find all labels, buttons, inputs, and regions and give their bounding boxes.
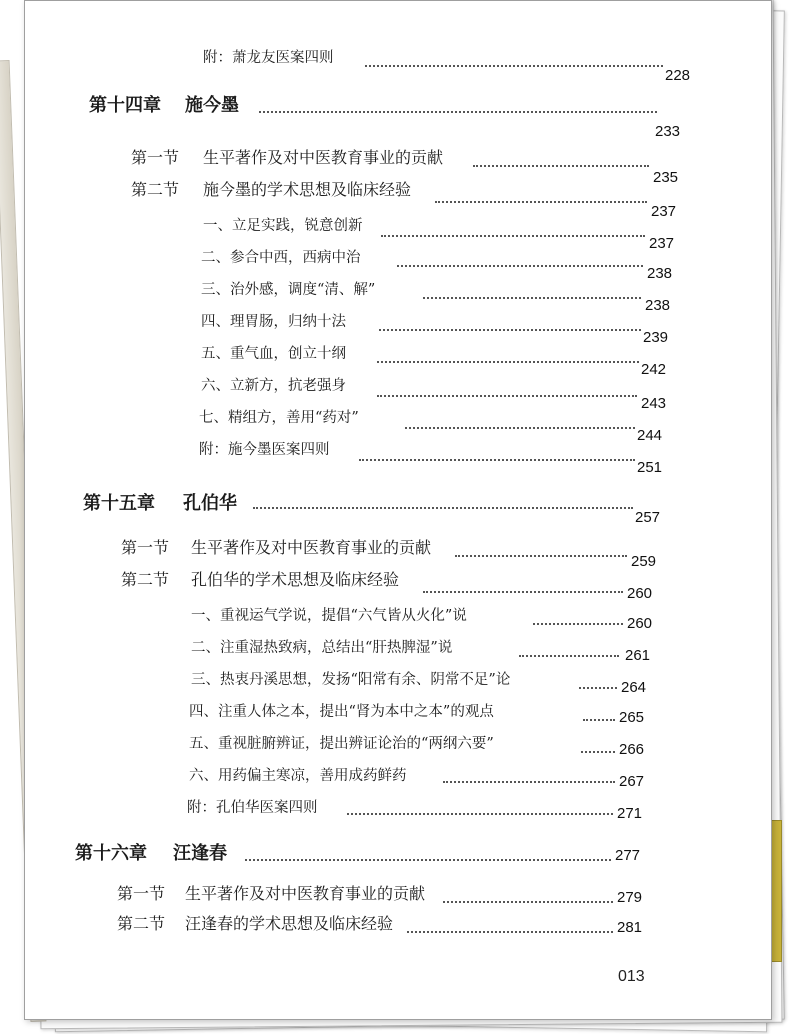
leader-dots bbox=[423, 297, 641, 299]
leader-dots bbox=[381, 235, 645, 237]
entry-page: 261 bbox=[625, 647, 651, 664]
toc-subsection bbox=[25, 213, 771, 252]
subsection-title: 一、立足实践，锐意创新 bbox=[203, 218, 363, 234]
subsection-title: 三、热衷丹溪思想，发扬“阳常有余、阴常不足”论 bbox=[191, 672, 511, 688]
entry-page: 260 bbox=[627, 615, 653, 632]
entry-title: 附：萧龙友医案四则 bbox=[203, 50, 334, 66]
toc-subsection bbox=[25, 277, 771, 314]
entry-page: 242 bbox=[641, 361, 667, 378]
leader-dots bbox=[579, 687, 617, 689]
toc-page bbox=[24, 0, 772, 1020]
entry-page: 238 bbox=[647, 265, 673, 282]
toc-section bbox=[25, 911, 771, 943]
section-label: 第二节 bbox=[131, 180, 180, 199]
section-label: 第二节 bbox=[117, 914, 166, 933]
toc-section bbox=[25, 567, 771, 602]
subsection-title: 六、立新方，抗老强身 bbox=[201, 378, 346, 394]
leader-dots bbox=[581, 751, 615, 753]
toc-subsection bbox=[25, 341, 771, 378]
leader-dots bbox=[519, 655, 619, 657]
entry-page: 259 bbox=[631, 553, 657, 570]
entry-page: 257 bbox=[635, 509, 661, 526]
subsection-title: 二、注重湿热致病，总结出“肝热脾湿”说 bbox=[191, 640, 453, 656]
section-title: 生平著作及对中医教育事业的贡献 bbox=[185, 884, 426, 903]
toc-section bbox=[25, 145, 771, 186]
entry-page: 244 bbox=[637, 427, 663, 444]
chapter-title: 施今墨 bbox=[185, 95, 239, 116]
leader-dots bbox=[407, 931, 613, 933]
leader-dots bbox=[455, 555, 627, 557]
toc-section bbox=[25, 881, 771, 913]
chapter-label: 第十四章 bbox=[89, 95, 161, 116]
toc-subsection bbox=[25, 635, 771, 667]
toc-subsection bbox=[25, 405, 771, 444]
toc-subsection bbox=[25, 603, 771, 635]
section-label: 第一节 bbox=[117, 884, 166, 903]
toc-chapter bbox=[25, 487, 771, 526]
section-title: 汪逢春的学术思想及临床经验 bbox=[185, 914, 394, 933]
toc-entry bbox=[25, 45, 771, 84]
chapter-title: 汪逢春 bbox=[173, 843, 227, 864]
section-title: 生平著作及对中医教育事业的贡献 bbox=[191, 538, 432, 557]
subsection-title: 二、参合中西，西病中治 bbox=[201, 250, 361, 266]
leader-dots bbox=[435, 201, 647, 203]
entry-page: 266 bbox=[619, 741, 645, 758]
subsection-title: 六、用药偏主寒凉，善用成药鲜药 bbox=[189, 768, 407, 784]
subsection-title: 五、重气血，创立十纲 bbox=[201, 346, 346, 362]
leader-dots bbox=[347, 813, 613, 815]
toc-subsection bbox=[25, 667, 771, 699]
toc-entry bbox=[25, 795, 771, 827]
toc-entry bbox=[25, 437, 771, 476]
entry-title: 附：孔伯华医案四则 bbox=[187, 800, 318, 816]
leader-dots bbox=[473, 165, 649, 167]
toc-subsection bbox=[25, 763, 771, 795]
entry-page: 237 bbox=[651, 203, 677, 220]
leader-dots bbox=[533, 623, 623, 625]
entry-page: 264 bbox=[621, 679, 647, 696]
entry-page: 267 bbox=[619, 773, 645, 790]
subsection-title: 一、重视运气学说，提倡“六气皆从火化”说 bbox=[191, 608, 467, 624]
section-title: 孔伯华的学术思想及临床经验 bbox=[191, 570, 400, 589]
leader-dots bbox=[377, 361, 639, 363]
leader-dots bbox=[259, 111, 657, 113]
leader-dots bbox=[443, 901, 613, 903]
toc-subsection bbox=[25, 373, 771, 412]
leader-dots bbox=[405, 427, 635, 429]
entry-page: 235 bbox=[653, 169, 679, 186]
leader-dots bbox=[397, 265, 643, 267]
toc-subsection bbox=[25, 245, 771, 282]
entry-page: 238 bbox=[645, 297, 671, 314]
toc-section bbox=[25, 177, 771, 220]
subsection-title: 四、注重人体之本，提出“肾为本中之本”的观点 bbox=[189, 704, 494, 720]
entry-page: 281 bbox=[617, 919, 643, 936]
entry-page: 243 bbox=[641, 395, 667, 412]
toc-chapter bbox=[25, 89, 771, 140]
toc-subsection bbox=[25, 731, 771, 763]
entry-title: 附：施今墨医案四则 bbox=[199, 442, 330, 458]
leader-dots bbox=[377, 395, 637, 397]
entry-page: 233 bbox=[655, 123, 681, 140]
entry-page: 251 bbox=[637, 459, 663, 476]
leader-dots bbox=[245, 859, 611, 861]
leader-dots bbox=[379, 329, 641, 331]
section-label: 第一节 bbox=[121, 538, 170, 557]
subsection-title: 三、治外感，调度“清、解” bbox=[201, 282, 376, 298]
subsection-title: 四、理胃肠，归纳十法 bbox=[201, 314, 346, 330]
chapter-label: 第十五章 bbox=[83, 493, 155, 514]
section-title: 施今墨的学术思想及临床经验 bbox=[203, 180, 412, 199]
subsection-title: 七、精组方，善用“药对” bbox=[199, 410, 359, 426]
leader-dots bbox=[423, 591, 623, 593]
entry-page: 228 bbox=[665, 67, 691, 84]
section-label: 第二节 bbox=[121, 570, 170, 589]
toc-subsection bbox=[25, 309, 771, 346]
entry-page: 271 bbox=[617, 805, 643, 822]
section-title: 生平著作及对中医教育事业的贡献 bbox=[203, 148, 444, 167]
entry-page: 265 bbox=[619, 709, 645, 726]
toc-section bbox=[25, 535, 771, 570]
entry-page: 239 bbox=[643, 329, 669, 346]
page-number: 013 bbox=[618, 968, 645, 985]
leader-dots bbox=[359, 459, 635, 461]
toc-chapter bbox=[25, 837, 771, 869]
leader-dots bbox=[365, 65, 663, 67]
toc-subsection bbox=[25, 699, 771, 731]
entry-page: 277 bbox=[615, 847, 641, 864]
entry-page: 237 bbox=[649, 235, 675, 252]
entry-page: 260 bbox=[627, 585, 653, 602]
section-label: 第一节 bbox=[131, 148, 180, 167]
chapter-title: 孔伯华 bbox=[183, 493, 237, 514]
chapter-label: 第十六章 bbox=[75, 843, 147, 864]
subsection-title: 五、重视脏腑辨证，提出辨证论治的“两纲六要” bbox=[189, 736, 494, 752]
leader-dots bbox=[583, 719, 615, 721]
entry-page: 279 bbox=[617, 889, 643, 906]
leader-dots bbox=[253, 507, 633, 509]
leader-dots bbox=[443, 781, 615, 783]
